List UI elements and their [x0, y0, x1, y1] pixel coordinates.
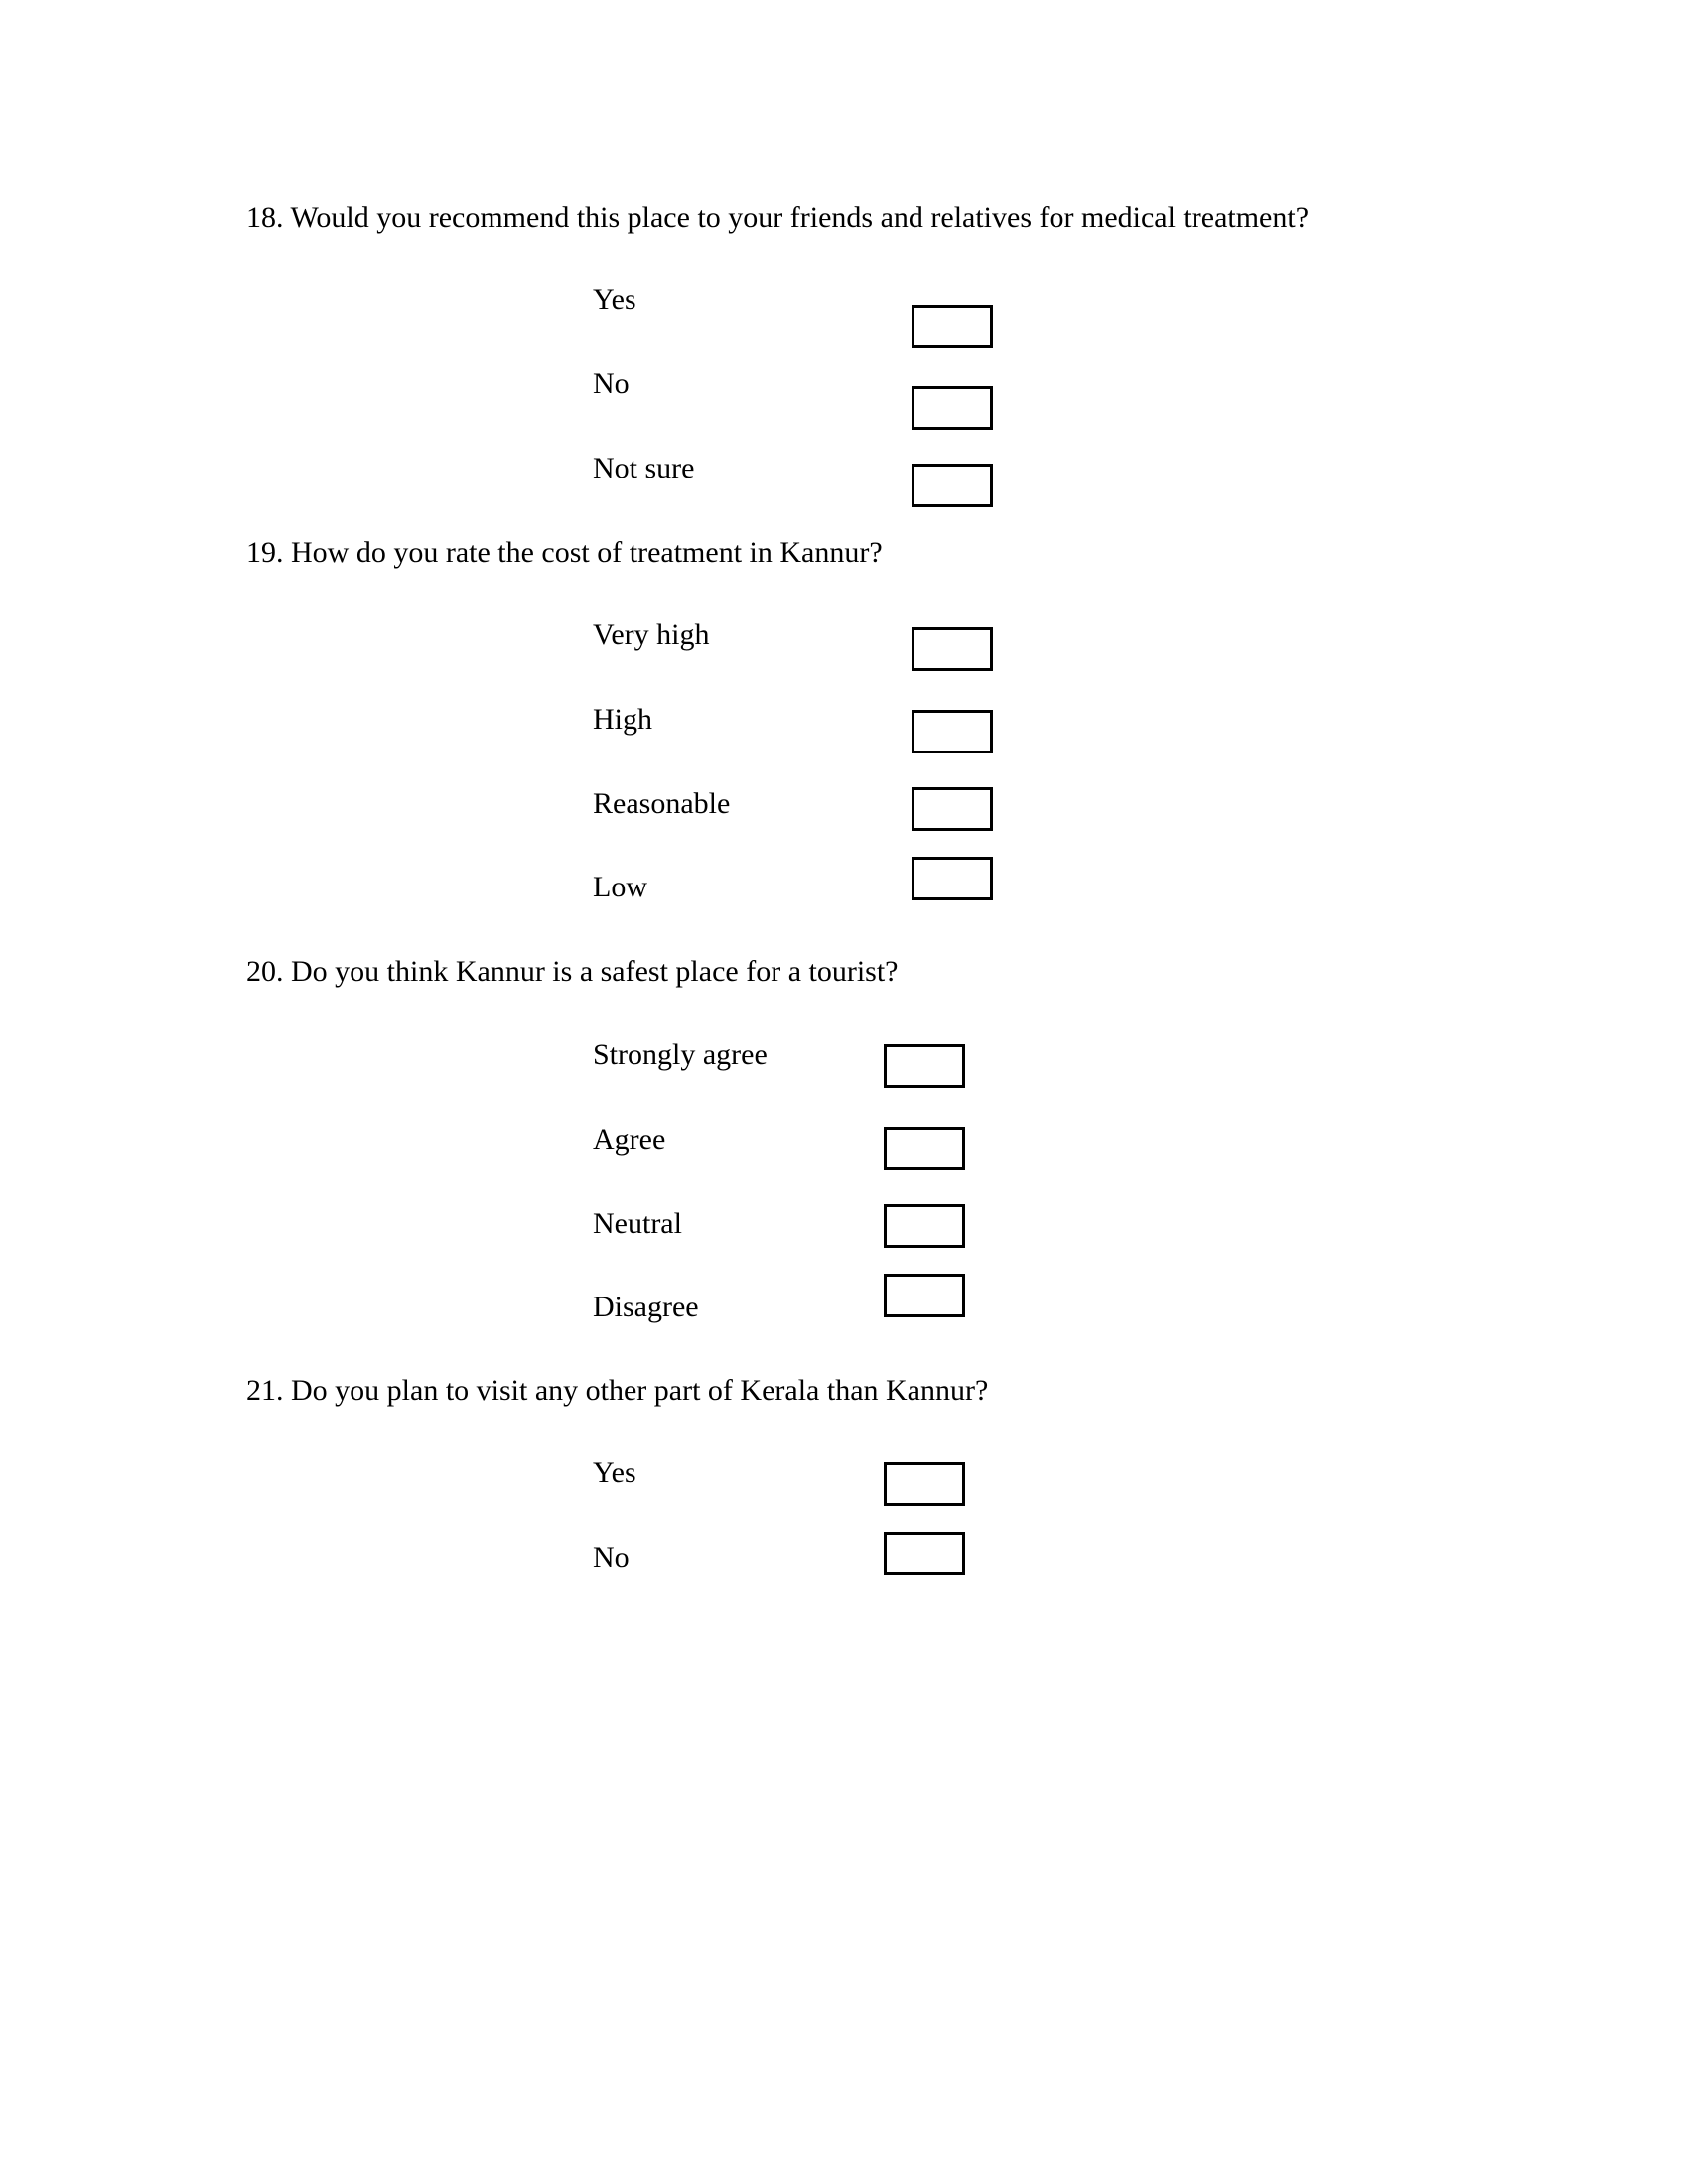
q21-option-no-label: No: [593, 1541, 630, 1573]
question-21: 21. Do you plan to visit any other part of Kerala than Kannur?: [246, 1374, 989, 1407]
q20-option-strongly-agree-label: Strongly agree: [593, 1038, 768, 1071]
q19-option-low-checkbox[interactable]: [912, 857, 993, 900]
q20-option-strongly-agree-checkbox[interactable]: [884, 1044, 965, 1088]
q18-option-not-sure-checkbox[interactable]: [912, 464, 993, 507]
q20-option-agree-label: Agree: [593, 1123, 666, 1156]
q19-option-reasonable-checkbox[interactable]: [912, 787, 993, 831]
q19-option-reasonable-label: Reasonable: [593, 787, 731, 820]
question-20: 20. Do you think Kannur is a safest place for a tourist?: [246, 955, 899, 988]
q20-option-neutral-checkbox[interactable]: [884, 1204, 965, 1248]
q21-option-yes-checkbox[interactable]: [884, 1462, 965, 1506]
q20-option-neutral-label: Neutral: [593, 1207, 682, 1240]
q20-option-disagree-label: Disagree: [593, 1291, 699, 1323]
q20-option-agree-checkbox[interactable]: [884, 1127, 965, 1170]
q19-option-low-label: Low: [593, 871, 647, 903]
question-18: 18. Would you recommend this place to your friends and relatives for medical treatment?: [246, 202, 1310, 234]
q21-option-no-checkbox[interactable]: [884, 1532, 965, 1575]
question-19: 19. How do you rate the cost of treatment in Kannur?: [246, 536, 883, 569]
q18-option-yes-label: Yes: [593, 283, 636, 316]
q19-option-very-high-checkbox[interactable]: [912, 627, 993, 671]
q18-option-yes-checkbox[interactable]: [912, 305, 993, 348]
q19-option-very-high-label: Very high: [593, 618, 710, 651]
q18-option-no-checkbox[interactable]: [912, 386, 993, 430]
q18-option-no-label: No: [593, 367, 630, 400]
q19-option-high-checkbox[interactable]: [912, 710, 993, 753]
q19-option-high-label: High: [593, 703, 652, 736]
q18-option-not-sure-label: Not sure: [593, 452, 695, 484]
q21-option-yes-label: Yes: [593, 1456, 636, 1489]
q20-option-disagree-checkbox[interactable]: [884, 1274, 965, 1317]
